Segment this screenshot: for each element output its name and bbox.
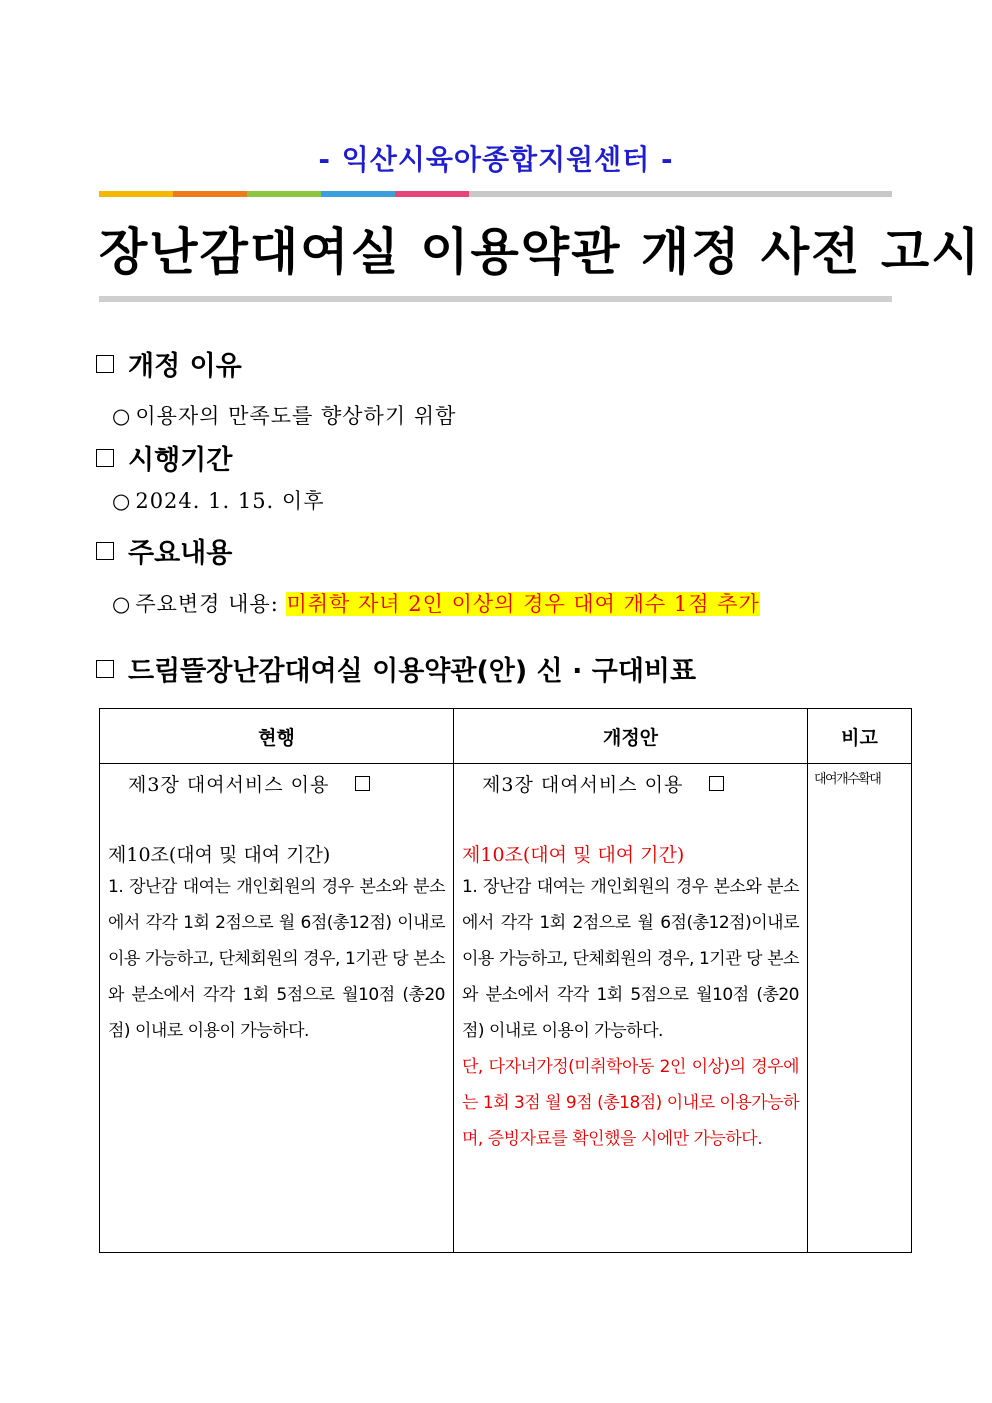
content-highlight: 미취학 자녀 2인 이상의 경우 대여 개수 1점 추가 — [286, 592, 760, 616]
checkbox-square-icon — [709, 776, 724, 791]
period-text: 2024. 1. 15. 이후 — [135, 489, 325, 513]
header-current: 현행 — [100, 709, 454, 764]
circle-bullet-icon: ○ — [112, 592, 132, 616]
section-comparison-title: 드림뜰장난감대여실 이용약관(안) 신 · 구대비표 — [128, 656, 697, 687]
decorative-color-bar — [99, 191, 892, 197]
section-period-heading — [96, 438, 232, 477]
content-label: 주요변경 내용: — [135, 592, 287, 616]
current-article-title: 제10조(대여 및 대여 기간) — [108, 844, 331, 866]
title-underline — [99, 296, 892, 302]
section-content-item — [112, 588, 760, 618]
current-chapter — [108, 770, 445, 796]
revised-article-title: 제10조(대여 및 대여 기간) — [462, 844, 685, 866]
section-comparison-heading — [96, 649, 696, 688]
cell-current — [100, 764, 454, 1253]
circle-bullet-icon: ○ — [112, 404, 132, 428]
cell-revised — [454, 764, 808, 1253]
square-bullet-icon — [96, 660, 114, 678]
page-title: 장난감대여실 이용약관 개정 사전 고시 — [99, 223, 982, 281]
comparison-table — [99, 708, 912, 1253]
header-revised: 개정안 — [454, 709, 808, 764]
revised-added-clause: 단, 다자녀가정(미취학아동 2인 이상)의 경우에는 1회 3점 월 9점 (총18점) 이내로 이용가능하며, 증빙자료를 확인했을 시에만 가능하다. — [462, 1057, 800, 1149]
section-content-heading — [96, 531, 232, 570]
section-reason-heading — [96, 344, 242, 383]
checkbox-square-icon — [355, 776, 370, 791]
section-period-title: 시행기간 — [128, 445, 233, 476]
bar-segment-green — [247, 191, 321, 197]
revised-article-body: 1. 장난감 대여는 개인회원의 경우 본소와 분소에서 각각 1회 2점으로 월 6점(총12점)이내로 이용 가능하고, 단체회원의 경우, 1기관 당 본소와 분소에서 각각 1회 5점으로 월10점 (총20점) 이내로 이용이 가능하다. — [462, 877, 799, 1041]
square-bullet-icon — [96, 542, 114, 560]
section-period-item — [112, 485, 324, 515]
center-name-subtitle: - 익산시육아종합지원센터 - — [318, 143, 674, 176]
cell-note — [808, 764, 912, 1253]
current-article-body: 1. 장난감 대여는 개인회원의 경우 본소와 분소에서 각각 1회 2점으로 월 6점(총12점) 이내로 이용 가능하고, 단체회원의 경우, 1기관 당 본소와 분소에서 각각 1회 5점으로 월10점 (총20점) 이내로 이용이 가능하다. — [108, 877, 445, 1041]
current-chapter-text: 제3장 대여서비스 이용 — [128, 773, 330, 796]
header-note: 비고 — [808, 709, 912, 764]
square-bullet-icon — [96, 355, 114, 373]
section-content-title: 주요내용 — [128, 538, 233, 569]
reason-text: 이용자의 만족도를 향상하기 위함 — [135, 404, 457, 428]
bar-segment-pink — [395, 191, 469, 197]
revised-chapter-text: 제3장 대여서비스 이용 — [482, 773, 684, 796]
bar-segment-orange — [173, 191, 247, 197]
note-text: 대여개수확대 — [814, 772, 881, 787]
bar-segment-yellow — [99, 191, 173, 197]
bar-segment-gray — [469, 191, 892, 197]
section-reason-item — [112, 400, 456, 430]
bar-segment-blue — [321, 191, 395, 197]
section-reason-title: 개정 이유 — [128, 351, 242, 382]
revised-chapter — [462, 770, 799, 796]
circle-bullet-icon: ○ — [112, 489, 132, 513]
square-bullet-icon — [96, 449, 114, 467]
